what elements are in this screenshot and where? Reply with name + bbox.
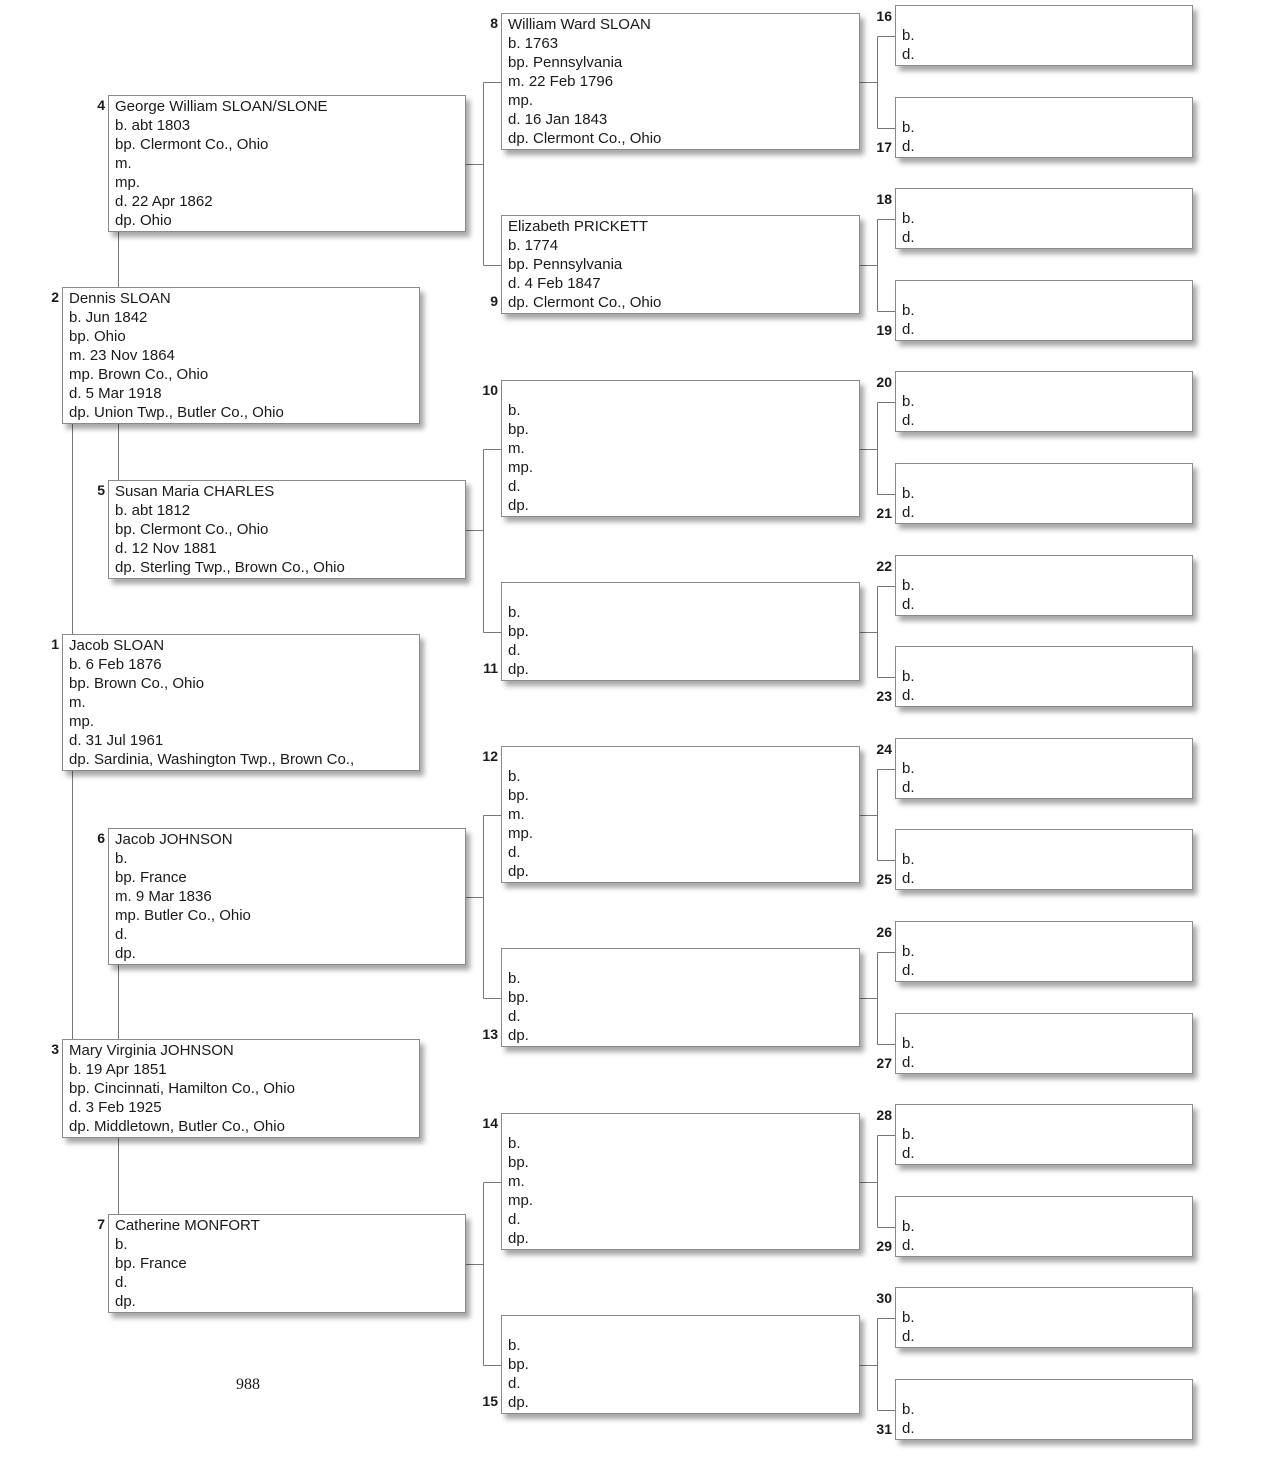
person-fact: dp. Sterling Twp., Brown Co., Ohio: [115, 559, 345, 576]
person-box-18: [895, 188, 1193, 249]
person-box-2: [62, 287, 420, 424]
person-box-23: [895, 646, 1193, 707]
person-fact: bp. France: [115, 869, 187, 886]
person-fact: dp. Middletown, Butler Co., Ohio: [69, 1118, 285, 1135]
person-name: Susan Maria CHARLES: [115, 483, 275, 500]
person-box-7: [108, 1214, 466, 1313]
person-name: [508, 748, 859, 767]
person-name: [902, 740, 1192, 759]
person-name: [902, 1015, 1192, 1034]
person-fact: d.: [902, 962, 915, 979]
person-fact: b.: [508, 1337, 521, 1354]
person-name: Elizabeth PRICKETT: [508, 218, 649, 235]
person-fact: b. Jun 1842: [69, 309, 148, 326]
person-box-30: [895, 1287, 1193, 1348]
person-number: 27: [876, 1055, 892, 1071]
person-number: 31: [876, 1421, 892, 1437]
person-fact: b. 1763: [508, 35, 559, 52]
person-box-1: [62, 634, 420, 771]
person-fact: m.: [508, 806, 525, 823]
person-fact: b.: [902, 943, 915, 960]
person-fact: d.: [508, 844, 521, 861]
person-box-9: [501, 215, 860, 314]
person-number: 30: [876, 1290, 892, 1306]
person-box-5: [108, 480, 466, 579]
person-name: [508, 1115, 859, 1134]
person-fact: m.: [508, 440, 525, 457]
person-fact: b.: [902, 1309, 915, 1326]
person-fact: mp. Brown Co., Ohio: [69, 366, 209, 383]
person-name: William Ward SLOAN: [508, 16, 651, 33]
person-name: [508, 950, 859, 969]
person-box-19: [895, 280, 1193, 341]
person-number: 15: [482, 1393, 498, 1409]
person-fact: b.: [508, 604, 521, 621]
person-box-4: [108, 95, 466, 232]
person-number: 18: [876, 191, 892, 207]
person-fact: d.: [508, 1375, 521, 1392]
person-number: 28: [876, 1107, 892, 1123]
person-box-26: [895, 921, 1193, 982]
person-number: 12: [482, 748, 498, 764]
person-number: 22: [876, 558, 892, 574]
person-number: 6: [97, 830, 105, 846]
person-fact: d.: [508, 1008, 521, 1025]
person-box-17: [895, 97, 1193, 158]
person-name: Catherine MONFORT: [115, 1217, 260, 1234]
person-fact: b.: [902, 577, 915, 594]
person-fact: d.: [902, 1145, 915, 1162]
person-fact: bp.: [508, 1154, 529, 1171]
person-fact: bp.: [508, 989, 529, 1006]
person-number: 19: [876, 322, 892, 338]
person-fact: m. 22 Feb 1796: [508, 73, 614, 90]
person-fact: d.: [902, 321, 915, 338]
person-fact: d.: [902, 1328, 915, 1345]
person-fact: b.: [902, 851, 915, 868]
person-box-28: [895, 1104, 1193, 1165]
person-name: [508, 382, 859, 401]
person-fact: d.: [902, 412, 915, 429]
person-fact: d. 12 Nov 1881: [115, 540, 217, 557]
person-fact: b.: [902, 27, 915, 44]
person-fact: d. 5 Mar 1918: [69, 385, 162, 402]
person-fact: d.: [902, 779, 915, 796]
person-number: 8: [490, 15, 498, 31]
person-box-10: [501, 380, 860, 517]
person-fact: bp.: [508, 1356, 529, 1373]
person-box-8: [501, 13, 860, 150]
person-fact: d.: [115, 926, 128, 943]
person-fact: b.: [508, 970, 521, 987]
person-box-6: [108, 828, 466, 965]
person-name: [902, 190, 1192, 209]
person-fact: bp. Clermont Co., Ohio: [115, 521, 269, 538]
person-fact: b.: [508, 768, 521, 785]
person-box-20: [895, 371, 1193, 432]
person-number: 4: [97, 97, 105, 113]
person-number: 20: [876, 374, 892, 390]
person-fact: bp.: [508, 623, 529, 640]
person-fact: b. 6 Feb 1876: [69, 656, 162, 673]
person-fact: d.: [902, 229, 915, 246]
person-name: [902, 923, 1192, 942]
person-fact: b.: [902, 1035, 915, 1052]
person-number: 13: [482, 1026, 498, 1042]
person-number: 23: [876, 688, 892, 704]
person-fact: b. 1774: [508, 237, 559, 254]
person-fact: bp. Cincinnati, Hamilton Co., Ohio: [69, 1080, 295, 1097]
person-number: 29: [876, 1238, 892, 1254]
person-fact: d.: [508, 642, 521, 659]
person-number: 14: [482, 1115, 498, 1131]
person-fact: d.: [115, 1274, 128, 1291]
person-fact: mp.: [69, 713, 95, 730]
person-name: [902, 99, 1192, 118]
person-fact: bp. Brown Co., Ohio: [69, 675, 205, 692]
person-fact: dp. Clermont Co., Ohio: [508, 130, 662, 147]
person-fact: d.: [902, 1237, 915, 1254]
person-fact: d.: [508, 1211, 521, 1228]
person-box-16: [895, 5, 1193, 66]
person-fact: b. abt 1803: [115, 117, 191, 134]
person-name: [902, 1381, 1192, 1400]
person-number: 24: [876, 741, 892, 757]
person-number: 26: [876, 924, 892, 940]
person-fact: bp. Clermont Co., Ohio: [115, 136, 269, 153]
person-fact: d.: [902, 870, 915, 887]
person-fact: d. 3 Feb 1925: [69, 1099, 162, 1116]
person-fact: dp.: [508, 1394, 529, 1411]
person-fact: bp.: [508, 421, 529, 438]
person-fact: dp. Clermont Co., Ohio: [508, 294, 662, 311]
person-fact: d.: [902, 1054, 915, 1071]
person-fact: d.: [508, 478, 521, 495]
person-fact: dp.: [508, 497, 529, 514]
person-fact: dp. Sardinia, Washington Twp., Brown Co.,: [69, 751, 355, 768]
person-fact: b.: [902, 1401, 915, 1418]
person-fact: b. abt 1812: [115, 502, 191, 519]
person-fact: d. 4 Feb 1847: [508, 275, 601, 292]
person-fact: dp.: [508, 661, 529, 678]
person-fact: bp. France: [115, 1255, 187, 1272]
person-fact: b.: [902, 760, 915, 777]
person-box-22: [895, 555, 1193, 616]
person-box-27: [895, 1013, 1193, 1074]
person-fact: b.: [902, 119, 915, 136]
person-fact: mp. Butler Co., Ohio: [115, 907, 251, 924]
person-name: [902, 373, 1192, 392]
person-fact: b.: [902, 1126, 915, 1143]
person-fact: d. 31 Jul 1961: [69, 732, 164, 749]
person-box-13: [501, 948, 860, 1047]
page-number: 988: [236, 1376, 260, 1393]
person-fact: b.: [902, 668, 915, 685]
person-fact: bp.: [508, 787, 529, 804]
person-fact: b.: [115, 1236, 128, 1253]
person-fact: m.: [69, 694, 86, 711]
person-name: [902, 7, 1192, 26]
person-fact: mp.: [508, 459, 534, 476]
person-number: 5: [97, 482, 105, 498]
person-name: [902, 465, 1192, 484]
person-box-15: [501, 1315, 860, 1414]
person-box-21: [895, 463, 1193, 524]
person-name: George William SLOAN/SLONE: [115, 98, 328, 115]
person-number: 9: [490, 293, 498, 309]
person-name: Jacob SLOAN: [69, 637, 165, 654]
person-fact: d.: [902, 687, 915, 704]
person-fact: b. 19 Apr 1851: [69, 1061, 167, 1078]
person-fact: bp. Pennsylvania: [508, 256, 623, 273]
person-fact: mp.: [508, 92, 534, 109]
person-fact: d.: [902, 1420, 915, 1437]
person-name: [902, 1106, 1192, 1125]
person-fact: dp.: [115, 945, 136, 962]
person-box-29: [895, 1196, 1193, 1257]
person-fact: mp.: [115, 174, 141, 191]
person-number: 1: [51, 636, 59, 652]
person-fact: mp.: [508, 1192, 534, 1209]
person-number: 25: [876, 871, 892, 887]
person-name: [902, 831, 1192, 850]
person-name: Dennis SLOAN: [69, 290, 171, 307]
person-fact: mp.: [508, 825, 534, 842]
person-fact: d.: [902, 138, 915, 155]
person-box-11: [501, 582, 860, 681]
person-number: 2: [51, 289, 59, 305]
person-fact: d.: [902, 46, 915, 63]
person-fact: m. 23 Nov 1864: [69, 347, 175, 364]
person-fact: dp.: [508, 863, 529, 880]
person-box-25: [895, 829, 1193, 890]
person-name: [902, 1198, 1192, 1217]
person-box-31: [895, 1379, 1193, 1440]
person-number: 21: [876, 505, 892, 521]
person-fact: b.: [902, 485, 915, 502]
person-fact: b.: [902, 1218, 915, 1235]
person-fact: b.: [508, 402, 521, 419]
person-fact: b.: [508, 1135, 521, 1152]
person-fact: bp. Pennsylvania: [508, 54, 623, 71]
person-fact: d.: [902, 504, 915, 521]
person-fact: m. 9 Mar 1836: [115, 888, 212, 905]
person-name: [902, 282, 1192, 301]
person-fact: m.: [508, 1173, 525, 1190]
person-fact: d. 22 Apr 1862: [115, 193, 213, 210]
person-number: 10: [482, 382, 498, 398]
person-fact: dp.: [508, 1230, 529, 1247]
person-number: 11: [483, 660, 498, 676]
person-box-3: [62, 1039, 420, 1138]
person-name: Jacob JOHNSON: [115, 831, 233, 848]
person-number: 7: [97, 1216, 105, 1232]
person-fact: b.: [115, 850, 128, 867]
person-fact: bp. Ohio: [69, 328, 126, 345]
person-fact: m.: [115, 155, 132, 172]
person-fact: b.: [902, 302, 915, 319]
person-fact: b.: [902, 393, 915, 410]
person-number: 16: [876, 8, 892, 24]
person-fact: d. 16 Jan 1843: [508, 111, 608, 128]
person-number: 17: [876, 139, 892, 155]
person-box-12: [501, 746, 860, 883]
person-box-24: [895, 738, 1193, 799]
person-fact: d.: [902, 596, 915, 613]
person-name: [902, 557, 1192, 576]
person-name: [902, 1289, 1192, 1308]
person-name: [902, 648, 1192, 667]
person-number: 3: [51, 1041, 59, 1057]
person-fact: dp.: [508, 1027, 529, 1044]
person-name: [508, 584, 859, 603]
person-fact: dp. Ohio: [115, 212, 172, 229]
person-fact: dp.: [115, 1293, 136, 1310]
person-fact: b.: [902, 210, 915, 227]
person-name: Mary Virginia JOHNSON: [69, 1042, 234, 1059]
person-name: [508, 1317, 859, 1336]
person-box-14: [501, 1113, 860, 1250]
person-fact: dp. Union Twp., Butler Co., Ohio: [69, 404, 284, 421]
